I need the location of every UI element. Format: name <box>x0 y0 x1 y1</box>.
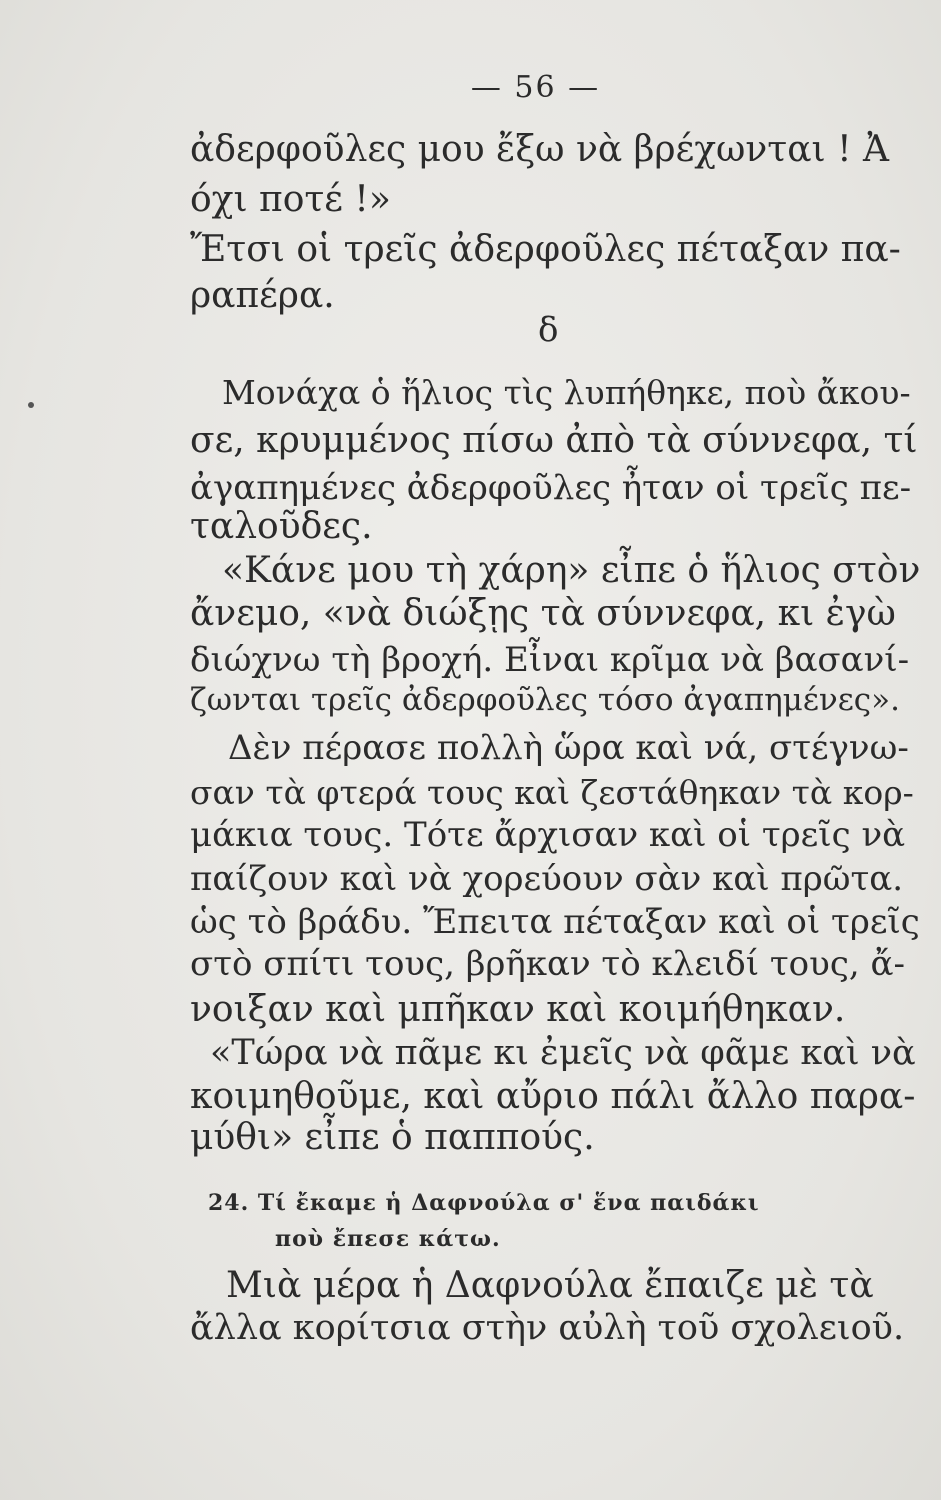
text-line: Μιὰ μέρα ἡ Δαφνούλα ἔπαιζε μὲ τὰ <box>226 1265 874 1306</box>
text-line: ζωνται τρεῖς ἀδερφοῦλες τόσο ἀγαπημένες». <box>190 682 900 718</box>
text-line: νοιξαν καὶ μπῆκαν καὶ κοιμήθηκαν. <box>190 989 846 1030</box>
page-number: — 56 — <box>470 70 601 105</box>
text-line: ραπέρα. <box>190 275 335 316</box>
text-line: ταλοῦδες. <box>190 506 373 547</box>
text-line: ἀγαπημένες ἀδερφοῦλες ἦταν οἱ τρεῖς πε- <box>190 468 912 508</box>
text-line: σαν τὰ φτερά τους καὶ ζεστάθηκαν τὰ κορ- <box>190 773 914 812</box>
text-line: ἄλλα κορίτσια στὴν αὐλὴ τοῦ σχολειοῦ. <box>190 1308 905 1348</box>
text-line: Δὲν πέρασε πολλὴ ὥρα καὶ νά, στέγνω- <box>228 728 909 768</box>
text-line: σε, κρυμμένος πίσω ἀπὸ τὰ σύννεφα, τί <box>190 420 918 461</box>
text-line: ἀδερφοῦλες μου ἔξω νὰ βρέχωνται ! Ἀ <box>190 129 889 170</box>
text-line: παίζουν καὶ νὰ χορεύουν σὰν καὶ πρῶτα. <box>190 859 904 899</box>
text-line: στὸ σπίτι τους, βρῆκαν τὸ κλειδί τους, ἄ- <box>190 944 905 984</box>
chapter-heading: ποὺ ἔπεσε κάτω. <box>275 1226 501 1252</box>
text-line: «Τώρα νὰ πᾶμε κι ἐμεῖς νὰ φᾶμε καὶ νὰ <box>210 1033 916 1073</box>
text-line: ἄνεμο, «νὰ διώξῃς τὰ σύννεφα, κι ἐγὼ <box>190 593 896 634</box>
text-line: μάκια τους. Τότε ἄρχισαν καὶ οἱ τρεῖς νὰ <box>190 815 906 855</box>
text-line: μύθι» εἶπε ὁ παππούς. <box>190 1117 595 1158</box>
chapter-heading: 24. Τί ἔκαμε ἡ Δαφνούλα σ' ἕνα παιδάκι <box>208 1190 760 1216</box>
text-line: ὡς τὸ βράδυ. Ἔπειτα πέταξαν καὶ οἱ τρεῖς <box>190 902 920 942</box>
margin-speck <box>28 402 34 408</box>
text-line: Μονάχα ὁ ἥλιος τὶς λυπήθηκε, ποὺ ἄκου- <box>222 373 911 412</box>
text-line: «Κάνε μου τὴ χάρη» εἶπε ὁ ἥλιος στὸν <box>222 550 921 591</box>
section-ornament: δ <box>538 310 559 350</box>
text-line: κοιμηθοῦμε, καὶ αὔριο πάλι ἄλλο παρα- <box>190 1076 916 1117</box>
text-line: όχι ποτέ !» <box>190 179 391 220</box>
text-line: Ἔτσι οἱ τρεῖς ἀδερφοῦλες πέταξαν πα- <box>190 229 901 270</box>
text-line: διώχνω τὴ βροχή. Εἶναι κρῖμα νὰ βασανί- <box>190 640 910 680</box>
